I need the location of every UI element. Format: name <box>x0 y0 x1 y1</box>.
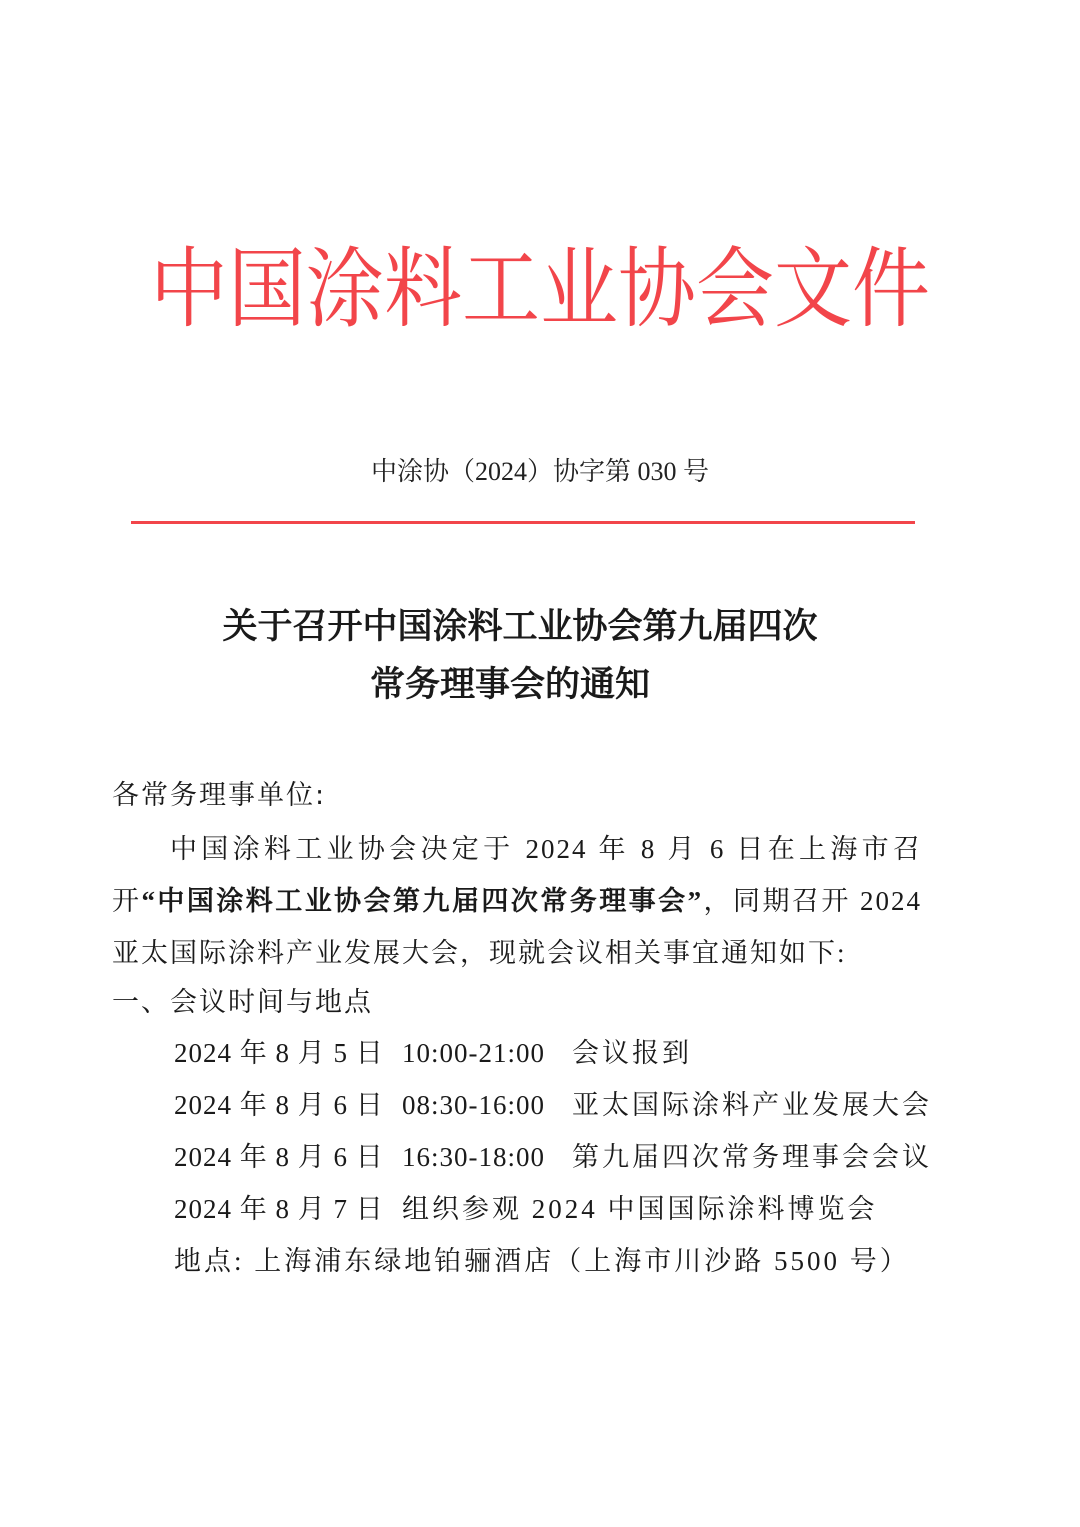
intro-paragraph <box>112 823 922 979</box>
schedule-row <box>174 1079 934 1131</box>
intro-text-part-2: ，同期召开 2024 亚太国际涂料产业发展大会，现就会议相关事宜通知如下: <box>112 886 923 968</box>
schedule-date: 2024 年 8 月 7 日 <box>174 1194 384 1224</box>
schedule-row <box>174 1027 934 1079</box>
document-number: 中涂协（2024）协字第 030 号 <box>370 457 709 486</box>
document-masthead: 中国涂料工业协会文件 <box>149 239 930 341</box>
schedule-row <box>174 1131 934 1183</box>
schedule-date: 2024 年 8 月 5 日 <box>174 1038 384 1068</box>
meeting-schedule <box>174 1027 934 1287</box>
schedule-time: 10:00-21:00 <box>402 1038 545 1068</box>
notice-title-line-2: 常务理事会的通知 <box>369 664 650 705</box>
notice-title <box>0 598 1080 714</box>
location-row <box>174 1235 934 1287</box>
schedule-date: 2024 年 8 月 6 日 <box>174 1090 384 1120</box>
schedule-event: 会议报到 <box>572 1038 692 1068</box>
notice-title-line-1: 关于召开中国涂料工业协会第九届四次 <box>222 606 818 647</box>
schedule-event: 第九届四次常务理事会会议 <box>572 1142 932 1172</box>
location-label: 地点: <box>174 1246 245 1276</box>
schedule-date: 2024 年 8 月 6 日 <box>174 1142 384 1172</box>
schedule-row <box>174 1183 934 1235</box>
intro-text-part-1: 中国涂料工业协会决定于 2024 年 8 月 6 日在上海市召开 <box>112 834 922 916</box>
schedule-time: 08:30-16:00 <box>402 1090 545 1120</box>
salutation: 各常务理事单位: <box>112 780 327 811</box>
schedule-event: 组织参观 2024 中国国际涂料博览会 <box>402 1194 878 1224</box>
schedule-time: 16:30-18:00 <box>402 1142 545 1172</box>
red-divider <box>131 521 915 524</box>
schedule-event: 亚太国际涂料产业发展大会 <box>572 1090 932 1120</box>
intro-meeting-name: “中国涂料工业协会第九届四次常务理事会” <box>141 886 704 916</box>
location-value: 上海浦东绿地铂骊酒店（上海市川沙路 5500 号） <box>254 1246 910 1276</box>
section-heading-time-location: 一、会议时间与地点 <box>112 987 373 1018</box>
